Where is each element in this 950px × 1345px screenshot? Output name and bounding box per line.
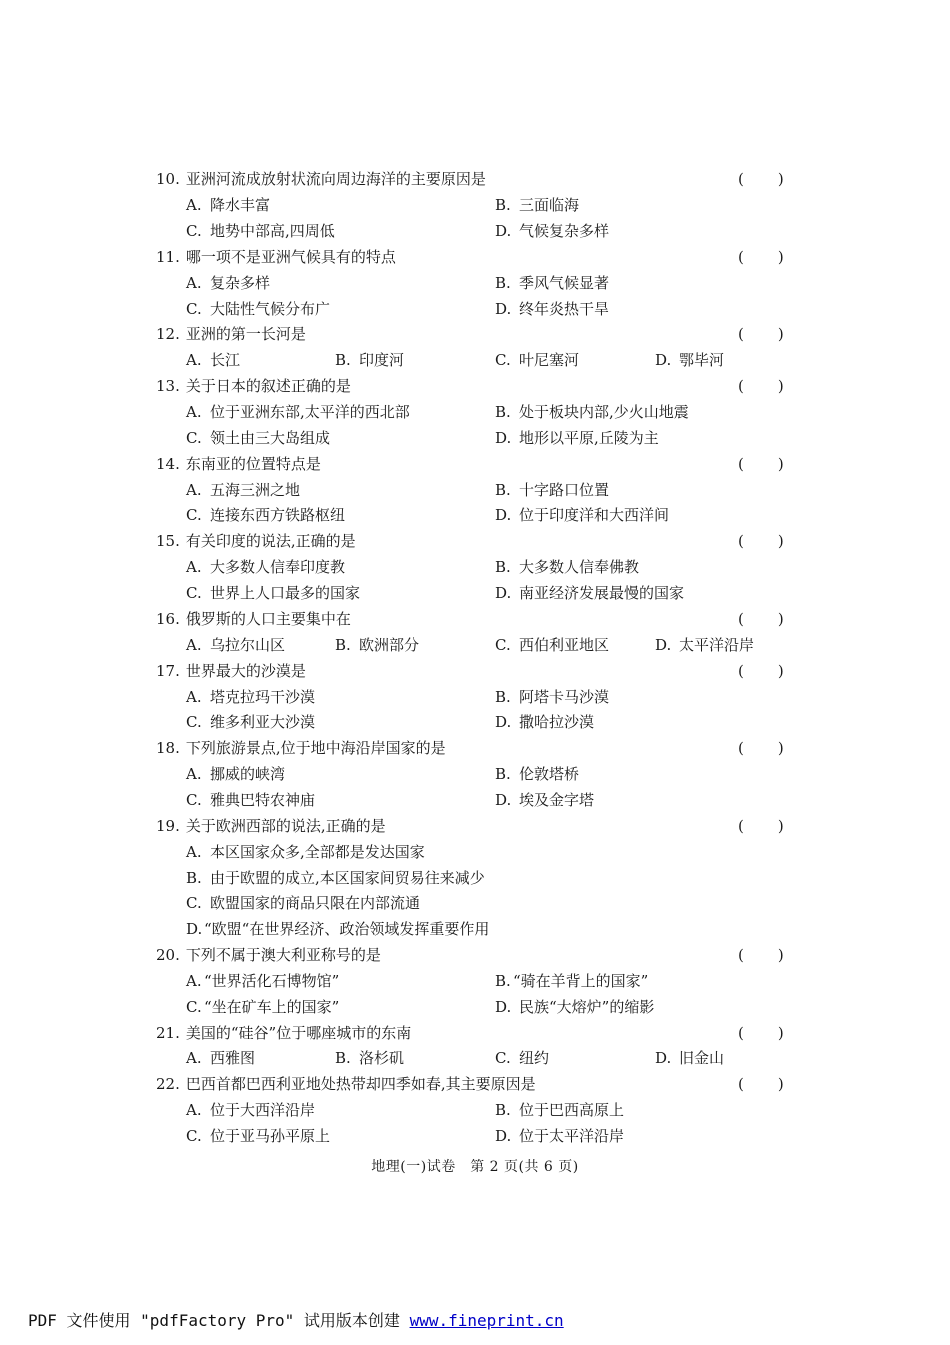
question-text: 俄罗斯的人口主要集中在 <box>185 610 351 628</box>
option-d: D. 位于太平洋沿岸 <box>495 1127 625 1145</box>
question-17 <box>156 659 306 683</box>
question-21 <box>156 1021 411 1045</box>
answer-bracket: ( ) <box>738 946 784 964</box>
question-number: 20. <box>156 946 180 964</box>
watermark-link[interactable]: www.fineprint.cn <box>409 1311 564 1330</box>
question-text: 哪一项不是亚洲气候具有的特点 <box>185 248 396 266</box>
question-number: 12. <box>156 325 180 343</box>
answer-bracket: ( ) <box>738 325 784 343</box>
option-c: C. “坐在矿车上的国家” <box>186 998 340 1016</box>
question-number: 21. <box>156 1024 180 1042</box>
question-number: 13. <box>156 377 180 395</box>
option-b: B. 伦敦塔桥 <box>495 765 580 783</box>
question-text: 亚洲河流成放射状流向周边海洋的主要原因是 <box>185 170 486 188</box>
question-13 <box>156 374 351 398</box>
page-footer: 地理(一)试卷 第 2 页(共 6 页) <box>371 1159 579 1175</box>
option-b: B. 由于欧盟的成立,本区国家间贸易往来减少 <box>186 869 485 887</box>
option-b: B. “骑在羊背上的国家” <box>495 972 649 990</box>
answer-bracket: ( ) <box>738 455 784 473</box>
option-b: B. 洛杉矶 <box>335 1049 405 1067</box>
question-number: 15. <box>156 532 180 550</box>
question-number: 10. <box>156 170 180 188</box>
question-text: 美国的“硅谷”位于哪座城市的东南 <box>185 1024 412 1042</box>
option-b: B. 大多数人信奉佛教 <box>495 558 640 576</box>
option-b: B. 三面临海 <box>495 196 580 214</box>
question-20 <box>156 943 381 967</box>
option-d: D. 气候复杂多样 <box>495 222 610 240</box>
option-c: C. 纽约 <box>495 1049 550 1067</box>
question-text: 巴西首都巴西利亚地处热带却四季如春,其主要原因是 <box>185 1075 536 1093</box>
option-b: B. 阿塔卡马沙漠 <box>495 688 610 706</box>
option-a: A. 西雅图 <box>186 1049 256 1067</box>
option-a: A. 复杂多样 <box>186 274 271 292</box>
question-11 <box>156 245 396 269</box>
option-c: C. 西伯利亚地区 <box>495 636 610 654</box>
option-a: A. 挪威的峡湾 <box>186 765 286 783</box>
answer-bracket: ( ) <box>738 377 784 395</box>
question-number: 17. <box>156 662 180 680</box>
option-d: D. 太平洋沿岸 <box>655 636 755 654</box>
question-text: 下列旅游景点,位于地中海沿岸国家的是 <box>185 739 446 757</box>
question-text: 关于欧洲西部的说法,正确的是 <box>185 817 386 835</box>
question-number: 14. <box>156 455 180 473</box>
option-c: C. 位于亚马孙平原上 <box>186 1127 331 1145</box>
option-b: B. 印度河 <box>335 351 405 369</box>
question-number: 19. <box>156 817 180 835</box>
option-d: D. 南亚经济发展最慢的国家 <box>495 584 685 602</box>
question-22 <box>156 1072 536 1096</box>
answer-bracket: ( ) <box>738 532 784 550</box>
question-text: 世界最大的沙漠是 <box>185 662 306 680</box>
answer-bracket: ( ) <box>738 739 784 757</box>
option-b: B. 欧洲部分 <box>335 636 420 654</box>
pdf-watermark <box>28 1308 564 1331</box>
option-a: A. 本区国家众多,全部都是发达国家 <box>186 843 425 861</box>
option-d: D. 终年炎热干旱 <box>495 300 610 318</box>
answer-bracket: ( ) <box>738 1075 784 1093</box>
option-c: C. 欧盟国家的商品只限在内部流通 <box>186 894 421 912</box>
question-19 <box>156 814 386 838</box>
question-14 <box>156 452 321 476</box>
question-18 <box>156 736 446 760</box>
option-b: B. 处于板块内部,少火山地震 <box>495 403 689 421</box>
question-text: 东南亚的位置特点是 <box>185 455 321 473</box>
option-c: C. 大陆性气候分布广 <box>186 300 331 318</box>
answer-bracket: ( ) <box>738 170 784 188</box>
option-d: D. 地形以平原,丘陵为主 <box>495 429 659 447</box>
option-a: A. 降水丰富 <box>186 196 271 214</box>
question-10 <box>156 167 486 191</box>
option-c: C. 叶尼塞河 <box>495 351 580 369</box>
option-d: D. 位于印度洋和大西洋间 <box>495 506 670 524</box>
option-a: A. 大多数人信奉印度教 <box>186 558 346 576</box>
option-c: C. 领土由三大岛组成 <box>186 429 331 447</box>
question-number: 11. <box>156 248 180 266</box>
option-a: A. 位于大西洋沿岸 <box>186 1101 316 1119</box>
option-c: C. 维多利亚大沙漠 <box>186 713 316 731</box>
question-text: 下列不属于澳大利亚称号的是 <box>185 946 381 964</box>
answer-bracket: ( ) <box>738 662 784 680</box>
option-c: C. 雅典巴特农神庙 <box>186 791 316 809</box>
question-text: 关于日本的叙述正确的是 <box>185 377 351 395</box>
question-text: 有关印度的说法,正确的是 <box>185 532 356 550</box>
option-a: A. 位于亚洲东部,太平洋的西北部 <box>186 403 410 421</box>
option-d: D. 民族“大熔炉”的缩影 <box>495 998 655 1016</box>
option-b: B. 十字路口位置 <box>495 481 610 499</box>
option-a: A. 塔克拉玛干沙漠 <box>186 688 316 706</box>
option-d: D. “欧盟“在世界经济、政治领域发挥重要作用 <box>186 920 490 938</box>
answer-bracket: ( ) <box>738 610 784 628</box>
question-number: 18. <box>156 739 180 757</box>
option-c: C. 世界上人口最多的国家 <box>186 584 361 602</box>
question-number: 16. <box>156 610 180 628</box>
question-15 <box>156 529 356 553</box>
option-a: A. 长江 <box>186 351 241 369</box>
question-text: 亚洲的第一长河是 <box>185 325 306 343</box>
question-number: 22. <box>156 1075 180 1093</box>
option-b: B. 季风气候显著 <box>495 274 610 292</box>
option-c: C. 连接东西方铁路枢纽 <box>186 506 346 524</box>
answer-bracket: ( ) <box>738 817 784 835</box>
watermark-text: PDF 文件使用 "pdfFactory Pro" 试用版本创建 <box>28 1311 410 1330</box>
question-12 <box>156 322 306 346</box>
question-16 <box>156 607 351 631</box>
option-d: D. 埃及金字塔 <box>495 791 595 809</box>
option-a: A. 乌拉尔山区 <box>186 636 286 654</box>
option-d: D. 鄂毕河 <box>655 351 725 369</box>
option-b: B. 位于巴西高原上 <box>495 1101 625 1119</box>
option-d: D. 旧金山 <box>655 1049 725 1067</box>
option-d: D. 撒哈拉沙漠 <box>495 713 595 731</box>
option-a: A. 五海三洲之地 <box>186 481 301 499</box>
option-c: C. 地势中部高,四周低 <box>186 222 335 240</box>
answer-bracket: ( ) <box>738 248 784 266</box>
answer-bracket: ( ) <box>738 1024 784 1042</box>
option-a: A. “世界活化石博物馆” <box>186 972 340 990</box>
